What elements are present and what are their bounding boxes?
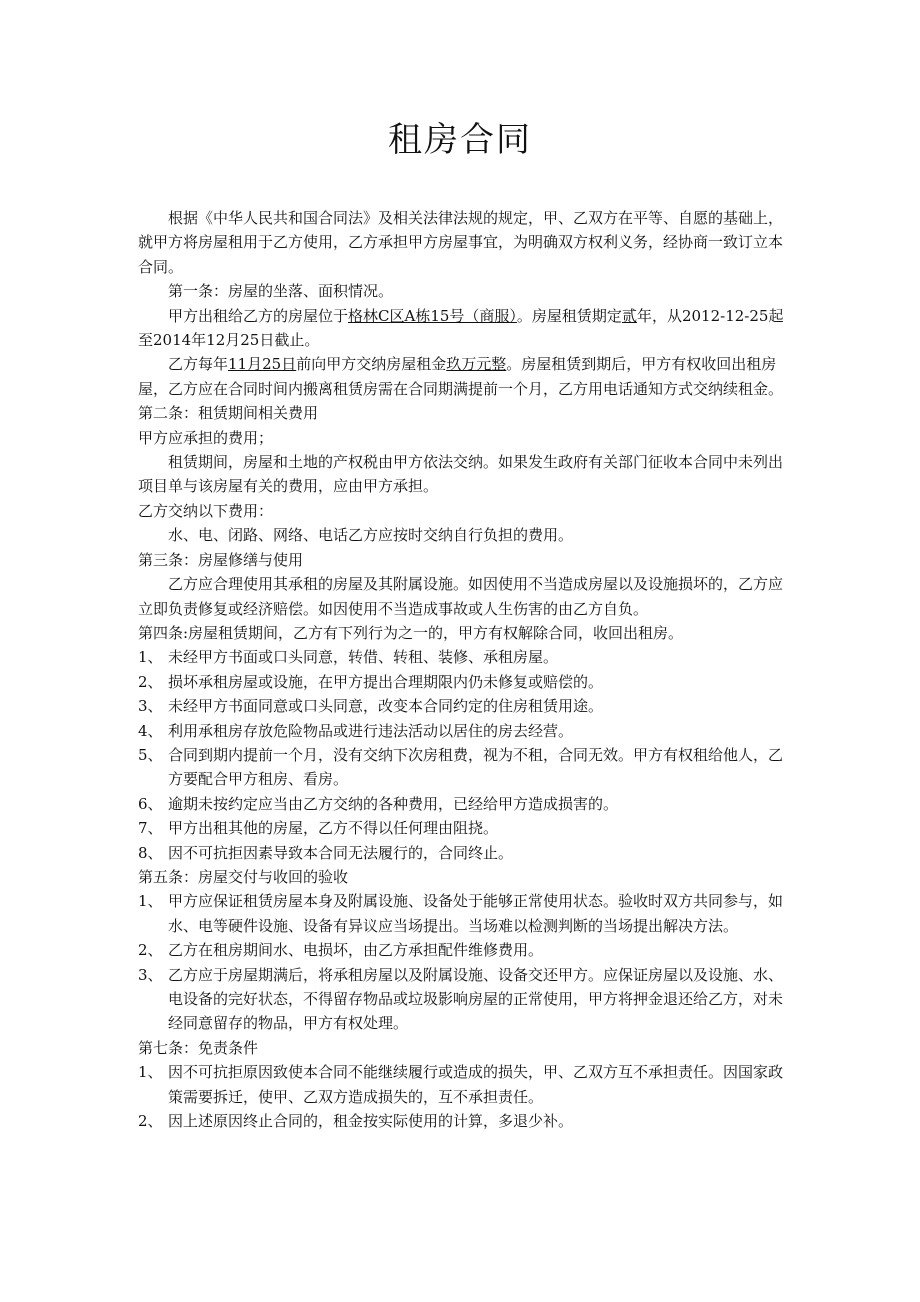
text-run: 甲方出租给乙方的房屋位于 — [168, 306, 349, 325]
list-number: 7、 — [138, 819, 163, 838]
list-item — [138, 1060, 788, 1109]
preamble: 根据《中华人民共和国合同法》及相关法律法规的规定，甲、乙双方在平等、自愿的基础上，就甲方将房屋租用于乙方使用，乙方承担甲方房屋事宜，为明确双方权利义务，经协商一致订立本合同。 — [138, 209, 784, 276]
article-2-heading: 第二条：租赁期间相关费用 — [138, 404, 319, 423]
list-text: 未经甲方书面同意或口头同意，改变本合同约定的住房租赁用途。 — [168, 697, 604, 716]
list-item — [138, 645, 788, 669]
party-b-fees-text: 水、电、闭路、网络、电话乙方应按时交纳自行负担的费用。 — [168, 526, 574, 545]
list-text: 因不可抗拒原因致使本合同不能继续履行或造成的损失，甲、乙双方互不承担责任。因国家政策需要拆迁，使甲、乙双方造成损失的，互不承担责任。 — [168, 1063, 784, 1106]
list-text: 甲方出租其他的房屋，乙方不得以任何理由阻挠。 — [168, 819, 499, 838]
list-text: 逾期未按约定应当由乙方交纳的各种费用，已经给甲方造成损害的。 — [168, 794, 619, 813]
property-location: 格林C区A栋15号（商服） — [348, 306, 517, 325]
party-b-fees-label: 乙方交纳以下费用： — [138, 501, 274, 520]
list-text: 乙方应于房屋期满后，将承租房屋以及附属设施、设备交还甲方。应保证房屋以及设施、水、电设备的完好状态，不得留存物品或垃圾影响房屋的正常使用，甲方将押金退还给乙方，对未经同意留存的物品，甲方有权处理。 — [168, 965, 784, 1033]
article-1-paragraph-1 — [138, 304, 788, 353]
list-item — [138, 719, 788, 743]
list-item — [138, 963, 788, 1036]
list-number: 4、 — [138, 721, 163, 740]
list-number: 1、 — [138, 648, 163, 667]
list-number: 2、 — [138, 941, 163, 960]
list-item — [138, 694, 788, 718]
list-item — [138, 841, 788, 865]
list-number: 1、 — [138, 1063, 163, 1082]
text-run: 。房屋租赁到期后，甲方有权收回出租房屋，乙方应在合同时间内搬离租赁房需在合同期满提前一个月，乙方用电话通知方式交纳续租金。 — [138, 355, 784, 398]
text-run: 年，从2012-12-25起至2014年12月25日截止。 — [138, 306, 784, 350]
list-text: 损坏承租房屋或设施，在甲方提出合理期限内仍未修复或赔偿的。 — [168, 672, 604, 691]
list-number: 2、 — [138, 672, 163, 691]
article-3-text: 乙方应合理使用其承租的房屋及其附属设施。如因使用不当造成房屋以及设施损坏的，乙方应立即负责修复或经济赔偿。如因使用不当造成事故或人生伤害的由乙方自负。 — [138, 575, 784, 618]
list-item — [138, 1109, 788, 1133]
list-text: 合同到期内提前一个月，没有交纳下次房租费，视为不租，合同无效。甲方有权租给他人，乙方要配合甲方租房、看房。 — [168, 745, 784, 789]
party-a-fees-label: 甲方应承担的费用； — [138, 428, 274, 447]
text-run: 前向甲方交纳房屋租金 — [296, 355, 447, 374]
list-number: 1、 — [138, 892, 163, 911]
list-number: 3、 — [138, 965, 163, 984]
article-4-heading: 第四条:房屋租赁期间，乙方有下列行为之一的，甲方有权解除合同，收回出租房。 — [138, 623, 684, 642]
article-7-heading: 第七条：免责条件 — [138, 1038, 259, 1057]
list-item — [138, 743, 788, 792]
list-item — [138, 816, 788, 840]
list-item — [138, 792, 788, 816]
article-3-heading: 第三条：房屋修缮与使用 — [138, 550, 304, 569]
article-4-list — [138, 645, 788, 865]
list-text: 乙方在租房期间水、电损坏，由乙方承担配件维修费用。 — [168, 941, 544, 960]
article-5-heading: 第五条：房屋交付与收回的验收 — [138, 867, 349, 886]
payment-date: 11月25日 — [228, 355, 297, 374]
lease-term: 贰 — [621, 306, 637, 325]
document-body — [138, 206, 788, 1133]
article-5-list — [138, 889, 788, 1035]
list-item — [138, 938, 788, 962]
party-a-fees-text: 租赁期间，房屋和土地的产权税由甲方依法交纳。如果发生政府有关部门征收本合同中未列出项目单与该房屋有关的费用，应由甲方承担。 — [138, 453, 784, 496]
article-7-list — [138, 1060, 788, 1133]
article-1-heading: 第一条：房屋的坐落、面积情况。 — [168, 282, 394, 301]
list-number: 8、 — [138, 843, 163, 862]
list-text: 甲方应保证租赁房屋本身及附属设施、设备处于能够正常使用状态。验收时双方共同参与，如水、电等硬件设施、设备有异议应当场提出。当场难以检测判断的当场提出解决方法。 — [168, 892, 784, 935]
list-number: 3、 — [138, 697, 163, 716]
document-title: 租房合同 — [388, 120, 532, 160]
list-text: 因不可抗拒因素导致本合同无法履行的，合同终止。 — [168, 843, 514, 862]
list-item — [138, 670, 788, 694]
list-text: 因上述原因终止合同的，租金按实际使用的计算，多退少补。 — [168, 1112, 574, 1131]
text-run: 乙方每年 — [168, 355, 229, 374]
text-run: 。房屋租赁期定 — [516, 306, 622, 325]
list-number: 2、 — [138, 1112, 163, 1131]
article-1-paragraph-2 — [138, 352, 788, 401]
rent-amount: 玖万元整 — [446, 355, 507, 374]
list-number: 5、 — [138, 745, 163, 764]
list-item — [138, 889, 788, 938]
list-text: 利用承租房存放危险物品或进行违法活动以居住的房去经营。 — [168, 721, 574, 740]
list-text: 未经甲方书面或口头同意，转借、转租、装修、承租房屋。 — [168, 648, 559, 667]
list-number: 6、 — [138, 794, 163, 813]
